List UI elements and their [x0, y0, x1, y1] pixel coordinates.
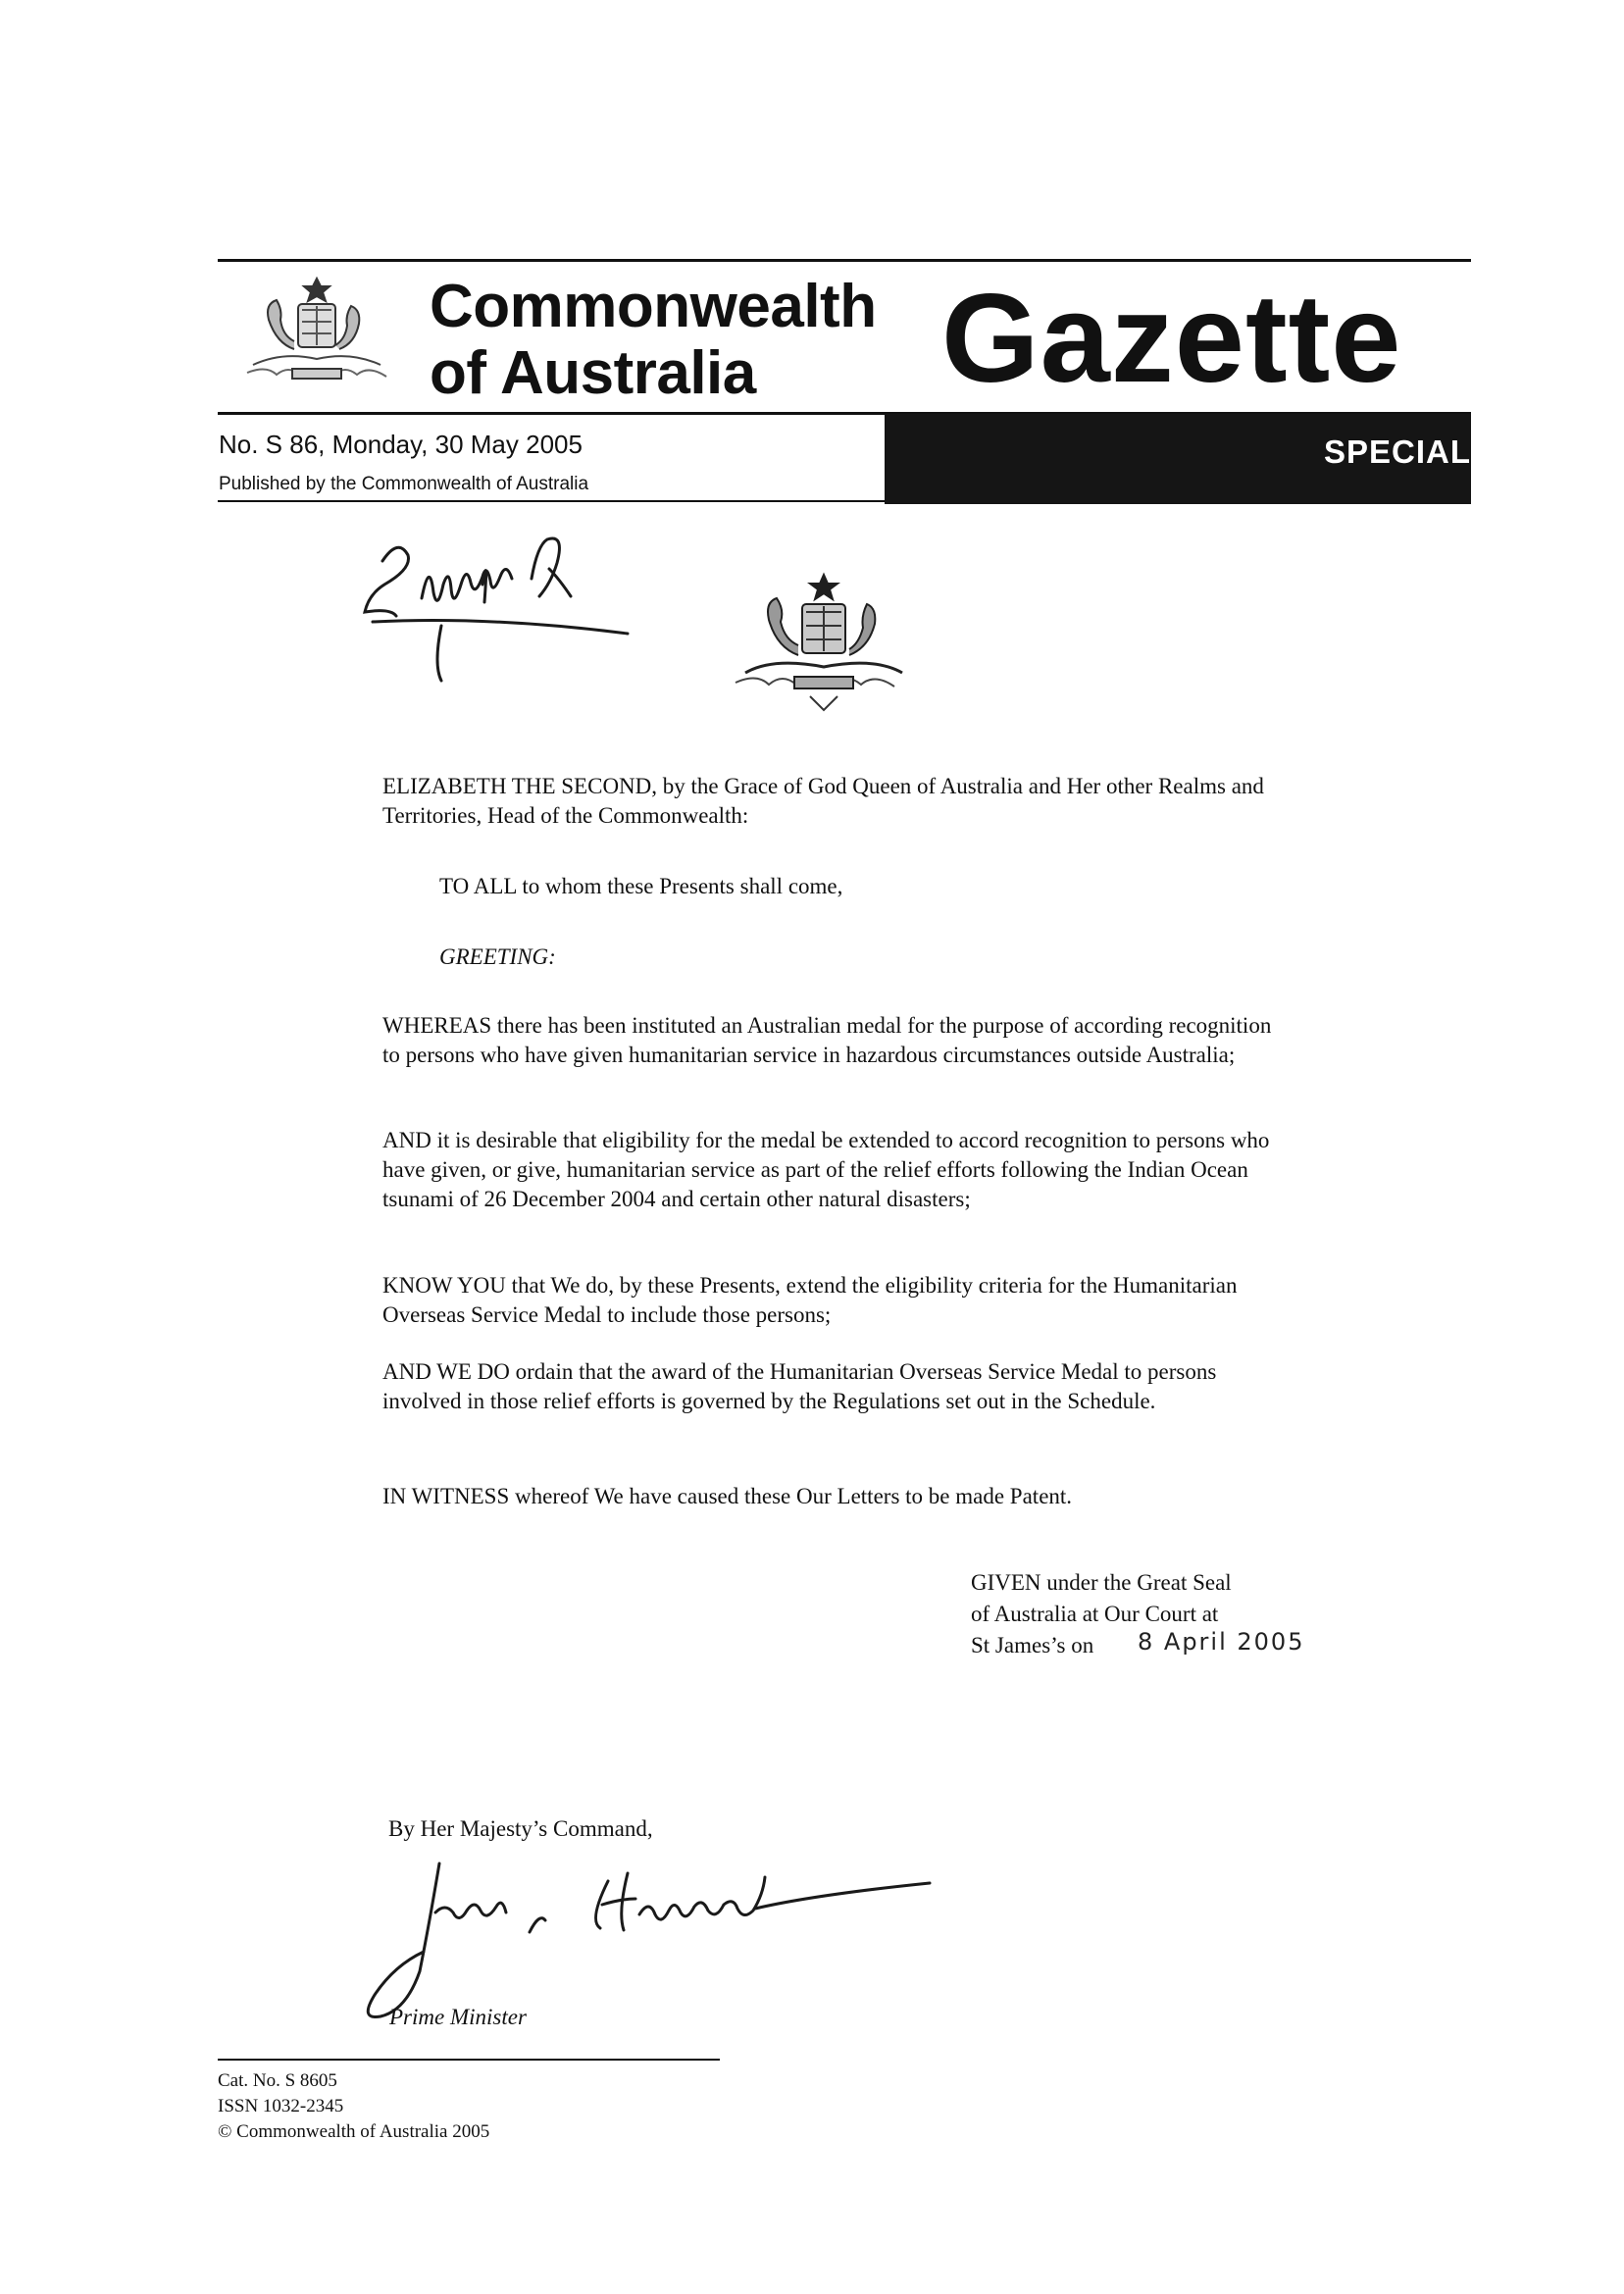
publisher-line: Published by the Commonwealth of Australia	[219, 474, 589, 494]
special-label: SPECIAL	[1323, 433, 1471, 470]
catalogue-number: Cat. No. S 8605	[218, 2070, 337, 2091]
given-line1: GIVEN under the Great Seal	[971, 1570, 1232, 1595]
footer-rule	[218, 2059, 720, 2061]
masthead-title-line1: Commonwealth	[430, 273, 877, 340]
signatory-title: Prime Minister	[389, 2005, 527, 2029]
copyright: © Commonwealth of Australia 2005	[218, 2121, 490, 2142]
given-line2: of Australia at Our Court at	[971, 1602, 1219, 1626]
to-all-line: TO ALL to whom these Presents shall come,	[439, 874, 843, 898]
preamble: ELIZABETH THE SECOND, by the Grace of God Queen of Australia and Her other Realms and Territories, Head of the Commonwealth:	[382, 774, 1264, 828]
masthead-top-rule	[218, 259, 1471, 262]
issn: ISSN 1032-2345	[218, 2096, 344, 2116]
given-line3: St James’s on	[971, 1633, 1094, 1657]
royal-signature	[353, 530, 667, 716]
know-you-paragraph: KNOW YOU that We do, by these Presents, extend the eligibility criteria for the Humanitarian Overseas Service Medal to include those persons;	[382, 1273, 1238, 1327]
in-witness-paragraph: IN WITNESS whereof We have caused these Our Letters to be made Patent.	[382, 1484, 1073, 1508]
great-seal-crest-icon	[726, 569, 922, 716]
publisher-rule	[218, 500, 885, 502]
masthead-title-line2: of Australia	[430, 339, 756, 407]
issue-line: No. S 86, Monday, 30 May 2005	[219, 430, 583, 459]
whereas-paragraph: WHEREAS there has been instituted an Australian medal for the purpose of according recognition to persons who have given humanitarian service in hazardous circumstances outside Australia;	[382, 1013, 1272, 1067]
greeting-line: GREETING:	[439, 944, 556, 969]
special-banner	[885, 414, 1471, 504]
and-it-is-desirable-paragraph: AND it is desirable that eligibility for the medal be extended to accord recognition to persons who have given, or give, humanitarian service as part of the relief efforts following the Indian Ocean tsunami of 26 December 2004 and certain other natural disasters;	[382, 1128, 1270, 1211]
masthead-gazette: Gazette	[941, 269, 1402, 409]
command-line: By Her Majesty’s Command,	[388, 1816, 653, 1841]
coat-of-arms-icon	[233, 271, 400, 398]
given-date-handwritten: 8 April 2005	[1138, 1628, 1305, 1656]
and-we-do-ordain-paragraph: AND WE DO ordain that the award of the Humanitarian Overseas Service Medal to persons involved in those relief efforts is governed by the Regulations set out in the Schedule.	[382, 1359, 1217, 1413]
